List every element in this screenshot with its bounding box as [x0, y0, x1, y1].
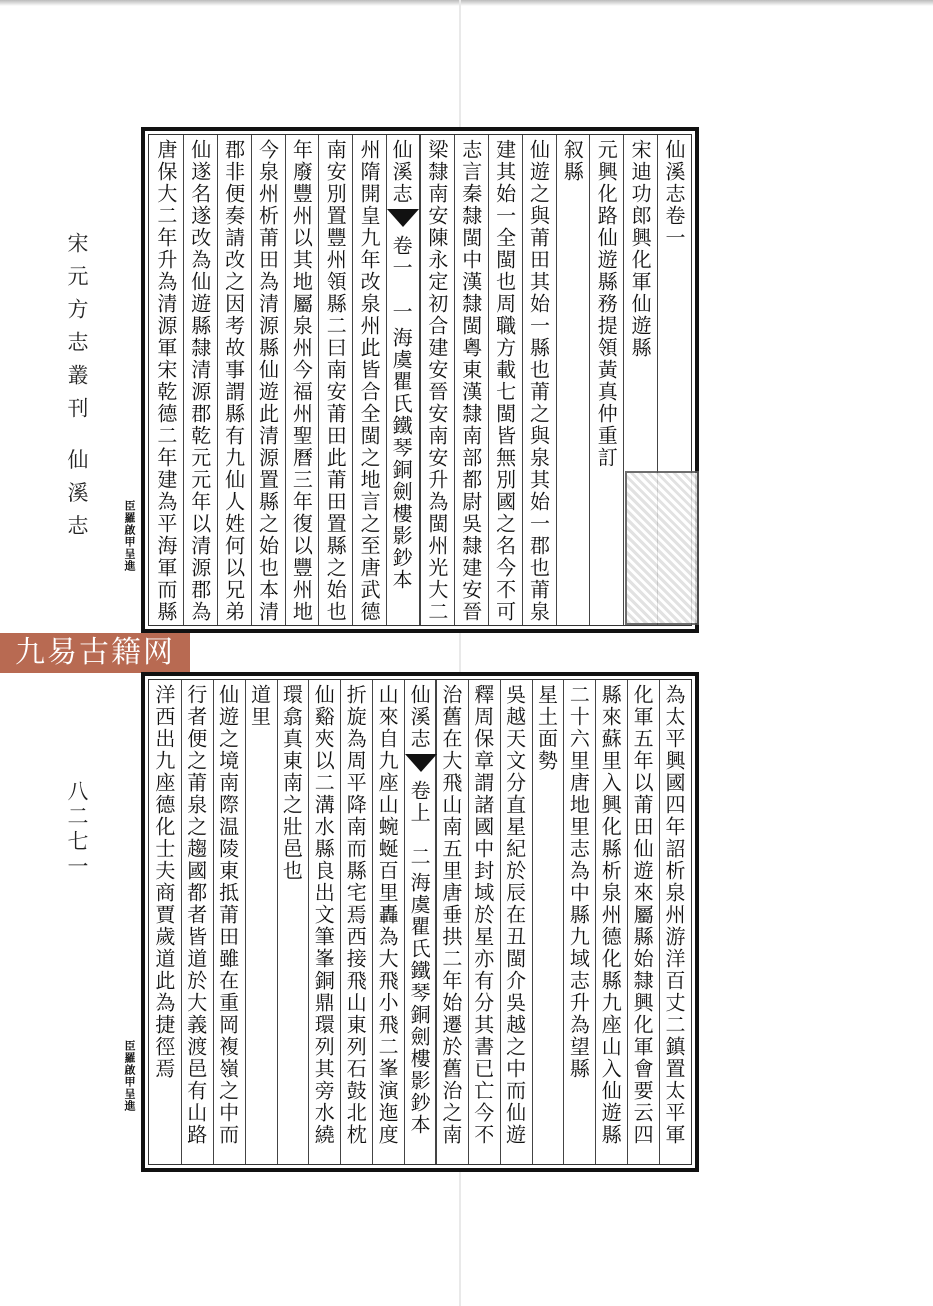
library-mark-bottom: 臣羅啟甲呈進 [123, 1040, 136, 1112]
fish-tail-mark [387, 209, 419, 227]
series-book-title [66, 232, 92, 548]
book-title: 仙溪志 [65, 448, 89, 548]
text-column: 郡非便奏請改之因考故事謂縣有九仙人姓何以兄弟 [217, 135, 251, 625]
fish-tail-volume: 卷上 二 [407, 780, 432, 868]
text-column: 唐保大二年升為清源軍宋乾德二年建為平海軍而縣 [153, 139, 178, 623]
fish-tail-volume: 卷一 一 [389, 235, 414, 323]
text-column: 仙溪志卷一 [657, 135, 691, 625]
fish-tail-note: 海虞瞿氏鐵琴銅劍樓影鈔本 [407, 872, 432, 1136]
text-column: 山來自九座山蜿蜒百里轟為大飛小飛二峯演迤度 [372, 680, 404, 1164]
text-column: 建其始一全閩也周職方載七閩皆無別國之名今不可 [488, 135, 522, 625]
text-column: 星土面勢 [532, 680, 564, 1164]
fish-tail-title: 仙溪志 [389, 139, 414, 205]
page-top-edge [0, 0, 933, 6]
text-column: 環翕真東南之壯邑也 [277, 680, 309, 1164]
text-column: 化軍五年以莆田仙遊來屬縣始隸興化軍會要云四 [627, 680, 659, 1164]
text-column: 叙縣 [556, 135, 590, 625]
text-column: 年廢豐州以其地屬泉州今福州聖曆三年復以豐州地 [285, 135, 319, 625]
collector-seal [625, 471, 699, 625]
text-column: 仙谿夾以二溝水縣良出文筆峯銅鼎環列其旁水繞 [308, 680, 340, 1164]
text-column: 縣來蘇里入興化縣析泉州德化縣九座山入仙遊縣 [595, 680, 627, 1164]
library-mark-top: 臣羅啟甲呈進 [123, 500, 136, 572]
top-page-frame [141, 127, 699, 633]
page-number: 八二七一 [65, 780, 89, 880]
text-column: 今泉州析莆田為清源縣仙遊此清源置縣之始也本清 [251, 135, 285, 625]
text-column: 折旋為周平降南而縣宅焉西接飛山東列石鼓北枕 [340, 680, 372, 1164]
fish-tail-column [404, 680, 436, 1164]
series-title: 宋元方志叢刊 [65, 232, 89, 430]
text-column: 南安別置豐州領縣二曰南安莆田此莆田置縣之始也 [318, 135, 352, 625]
fish-tail-note: 海虞瞿氏鐵琴銅劍樓影鈔本 [389, 327, 414, 591]
text-column: 道里 [245, 680, 277, 1164]
text-column: 吳越天文分直星紀於辰在丑閩介吳越之中而仙遊 [500, 680, 532, 1164]
fish-tail-mark [405, 754, 437, 772]
bottom-page-inner [148, 679, 692, 1165]
text-column: 仙遊之與莆田其始一縣也莆之與泉其始一郡也莆泉 [522, 135, 556, 625]
top-page-inner [148, 134, 692, 626]
text-column: 元興化路仙遊縣務提領黃真仲重訂 [589, 135, 623, 625]
text-column: 二十六里唐地里志為中縣九域志升為望縣 [563, 680, 595, 1164]
text-column: 宋迪功郎興化軍仙遊縣 [623, 135, 657, 625]
text-column: 志言秦隸閩中漢隸閩粵東漢隸南部都尉吳隸建安晉 [454, 135, 488, 625]
text-column: 釋周保章謂諸國中封域於星亦有分其書已亡今不 [468, 680, 500, 1164]
text-column: 州隋開皇九年改泉州此皆合全閩之地言之至唐武德 [352, 135, 386, 625]
text-column: 治舊在大飛山南五里唐垂拱二年始遷於舊治之南 [436, 680, 468, 1164]
fish-tail-title: 仙溪志 [407, 684, 432, 750]
watermark-banner: 九易古籍网 [0, 633, 190, 673]
text-column: 洋西出九座德化士夫商賈歲道此為捷徑焉 [151, 684, 176, 1080]
fish-tail-column [386, 135, 420, 625]
text-column: 為太平興國四年詔析泉州游洋百丈二鎮置太平軍 [659, 680, 691, 1164]
bottom-page-frame [141, 672, 699, 1172]
text-column: 仙遂名遂改為仙遊縣隸清源郡乾元元年以清源郡為 [183, 135, 217, 625]
text-column: 行者便之莆泉之趨國都者皆道於大義渡邑有山路 [181, 680, 213, 1164]
text-column: 仙遊之境南際温陵東抵莆田雖在重岡複嶺之中而 [213, 680, 245, 1164]
text-column: 梁隸南安陳永定初合建安晉安南安升為閩州光大二 [420, 135, 454, 625]
